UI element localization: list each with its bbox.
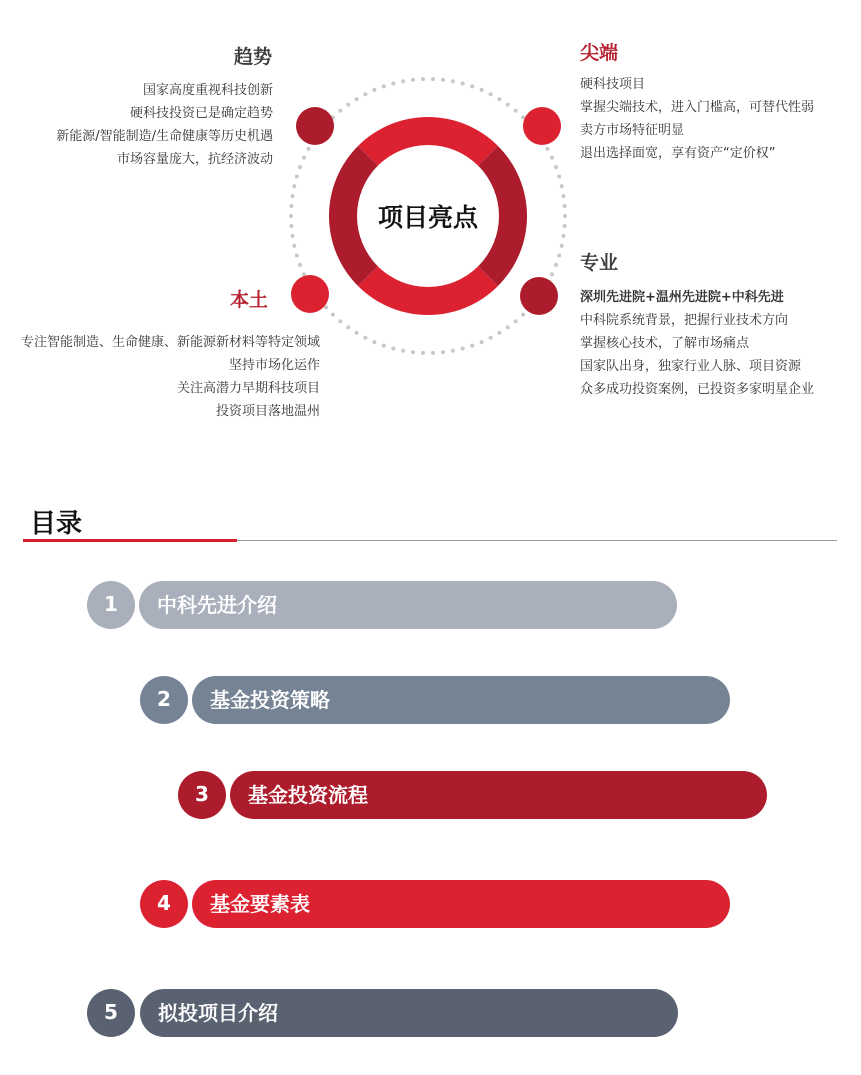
cutting-edge-line: 掌握尖端技术，进入门槛高，可替代性弱 bbox=[580, 100, 815, 115]
orbit-dot bbox=[506, 325, 510, 329]
orbit-dot bbox=[295, 175, 299, 179]
professional-line: 中科院系统背景，把握行业技术方向 bbox=[580, 313, 789, 328]
orbit-dot bbox=[411, 350, 415, 354]
toc-divider-accent bbox=[23, 539, 237, 542]
local-line: 专注智能制造、生命健康、新能源新材料等特定领域 bbox=[20, 335, 320, 350]
orbit-dot bbox=[401, 79, 405, 83]
orbit-dot bbox=[331, 313, 335, 317]
toc-item-bar[interactable] bbox=[140, 989, 678, 1037]
toc-item-bar[interactable] bbox=[139, 581, 677, 629]
professional-marker bbox=[520, 277, 558, 315]
orbit-dot bbox=[563, 204, 567, 208]
orbit-dot bbox=[550, 156, 554, 160]
orbit-dot bbox=[521, 313, 525, 317]
professional-line: 掌握核心技术，了解市场痛点 bbox=[580, 336, 750, 351]
trend-line: 国家高度重视科技创新 bbox=[142, 83, 273, 98]
toc-item-5[interactable] bbox=[87, 989, 678, 1037]
ring-segment-top bbox=[358, 117, 498, 166]
professional-line: 深圳先进院+温州先进院+中科先进 bbox=[580, 290, 784, 305]
orbit-dot bbox=[289, 224, 293, 228]
cutting-edge-title: 尖端 bbox=[580, 42, 619, 64]
orbit-dot bbox=[554, 263, 558, 267]
cutting-edge-line: 退出选择面宽，享有资产“定价权” bbox=[580, 146, 776, 161]
cutting-edge-lines bbox=[580, 73, 814, 165]
toc-item-bar[interactable] bbox=[192, 676, 730, 724]
orbit-dot bbox=[291, 234, 295, 238]
orbit-dot bbox=[563, 214, 567, 218]
local-line: 坚持市场化运作 bbox=[228, 358, 320, 373]
toc-item-bar[interactable] bbox=[192, 880, 730, 928]
trend-lines bbox=[56, 79, 273, 171]
orbit-dot bbox=[372, 340, 376, 344]
local-title: 本土 bbox=[229, 289, 268, 311]
orbit-dot bbox=[514, 319, 518, 323]
orbit-dot bbox=[411, 78, 415, 82]
orbit-dot bbox=[563, 224, 567, 228]
toc-item-number: 2 bbox=[140, 676, 188, 724]
center-label: 项目亮点 bbox=[377, 203, 478, 232]
orbit-dot bbox=[431, 77, 435, 81]
orbit-dot bbox=[382, 344, 386, 348]
orbit-dot bbox=[560, 244, 564, 248]
toc-item-4[interactable] bbox=[140, 880, 730, 928]
orbit-dot bbox=[307, 147, 311, 151]
cutting-edge-line: 硬科技项目 bbox=[580, 77, 646, 92]
toc-item-number: 5 bbox=[87, 989, 135, 1037]
toc-item-label: 基金投资策略 bbox=[210, 688, 330, 712]
orbit-dot bbox=[291, 194, 295, 198]
trend-line: 新能源/智能制造/生命健康等历史机遇 bbox=[56, 129, 273, 144]
toc-item-label: 基金要素表 bbox=[210, 892, 310, 916]
local-line: 投资项目落地温州 bbox=[215, 404, 320, 419]
orbit-dot bbox=[514, 109, 518, 113]
orbit-dot bbox=[382, 84, 386, 88]
orbit-dot bbox=[461, 347, 465, 351]
orbit-dot bbox=[441, 350, 445, 354]
orbit-dot bbox=[298, 263, 302, 267]
orbit-dot bbox=[557, 175, 561, 179]
toc-item-number: 1 bbox=[87, 581, 135, 629]
orbit-dot bbox=[292, 244, 296, 248]
trend-title: 趋势 bbox=[233, 46, 272, 68]
local-lines bbox=[21, 331, 320, 423]
toc-item-label: 拟投项目介绍 bbox=[158, 1001, 278, 1025]
orbit-dot bbox=[451, 79, 455, 83]
orbit-dot bbox=[363, 92, 367, 96]
orbit-dot bbox=[302, 156, 306, 160]
orbit-dot bbox=[292, 184, 296, 188]
cutting-edge-marker bbox=[523, 107, 561, 145]
orbit-dot bbox=[289, 204, 293, 208]
orbit-dot bbox=[441, 78, 445, 82]
orbit-dot bbox=[497, 331, 501, 335]
orbit-dot bbox=[338, 109, 342, 113]
orbit-dot bbox=[506, 103, 510, 107]
orbit-dot bbox=[451, 349, 455, 353]
orbit-dot bbox=[557, 254, 561, 258]
orbit-dot bbox=[431, 351, 435, 355]
orbit-dot bbox=[560, 184, 564, 188]
orbit-dot bbox=[401, 349, 405, 353]
orbit-dot bbox=[346, 103, 350, 107]
orbit-dot bbox=[554, 165, 558, 169]
orbit-dot bbox=[372, 88, 376, 92]
trend-line: 市场容量庞大，抗经济波动 bbox=[116, 152, 273, 167]
orbit-dot bbox=[461, 82, 465, 86]
orbit-dot bbox=[363, 336, 367, 340]
highlights-diagram bbox=[0, 0, 861, 440]
trend-line: 硬科技投资已是确定趋势 bbox=[129, 106, 273, 121]
toc-item-number: 3 bbox=[178, 771, 226, 819]
orbit-dot bbox=[346, 325, 350, 329]
orbit-dot bbox=[497, 97, 501, 101]
orbit-dot bbox=[480, 88, 484, 92]
local-marker bbox=[291, 275, 329, 313]
professional-title: 专业 bbox=[580, 252, 619, 274]
trend-marker bbox=[296, 107, 334, 145]
orbit-dot bbox=[470, 84, 474, 88]
orbit-dot bbox=[562, 234, 566, 238]
toc-item-1[interactable] bbox=[87, 581, 677, 629]
toc-item-2[interactable] bbox=[140, 676, 730, 724]
orbit-dot bbox=[550, 272, 554, 276]
professional-line: 国家队出身，独家行业人脉、项目资源 bbox=[580, 359, 802, 374]
orbit-dot bbox=[391, 82, 395, 86]
orbit-dot bbox=[480, 340, 484, 344]
orbit-dot bbox=[489, 336, 493, 340]
local-line: 关注高潜力早期科技项目 bbox=[176, 381, 320, 396]
orbit-dot bbox=[289, 214, 293, 218]
toc-item-3[interactable] bbox=[178, 771, 767, 819]
orbit-dot bbox=[355, 331, 359, 335]
toc-item-label: 基金投资流程 bbox=[248, 783, 368, 807]
professional-line: 众多成功投资案例，已投资多家明星企业 bbox=[580, 382, 815, 397]
orbit-dot bbox=[421, 351, 425, 355]
orbit-dot bbox=[489, 92, 493, 96]
toc-item-number: 4 bbox=[140, 880, 188, 928]
orbit-dot bbox=[421, 77, 425, 81]
orbit-dot bbox=[355, 97, 359, 101]
ring-segment-bottom bbox=[358, 266, 498, 315]
toc-item-label: 中科先进介绍 bbox=[157, 593, 277, 617]
orbit-dot bbox=[338, 319, 342, 323]
orbit-dot bbox=[298, 165, 302, 169]
professional-lines bbox=[580, 286, 814, 401]
orbit-dot bbox=[470, 344, 474, 348]
orbit-dot bbox=[295, 254, 299, 258]
toc-item-bar[interactable] bbox=[230, 771, 767, 819]
orbit-dot bbox=[546, 147, 550, 151]
orbit-dot bbox=[562, 194, 566, 198]
toc-title: 目录 bbox=[30, 509, 83, 539]
cutting-edge-line: 卖方市场特征明显 bbox=[580, 123, 685, 138]
orbit-dot bbox=[391, 347, 395, 351]
